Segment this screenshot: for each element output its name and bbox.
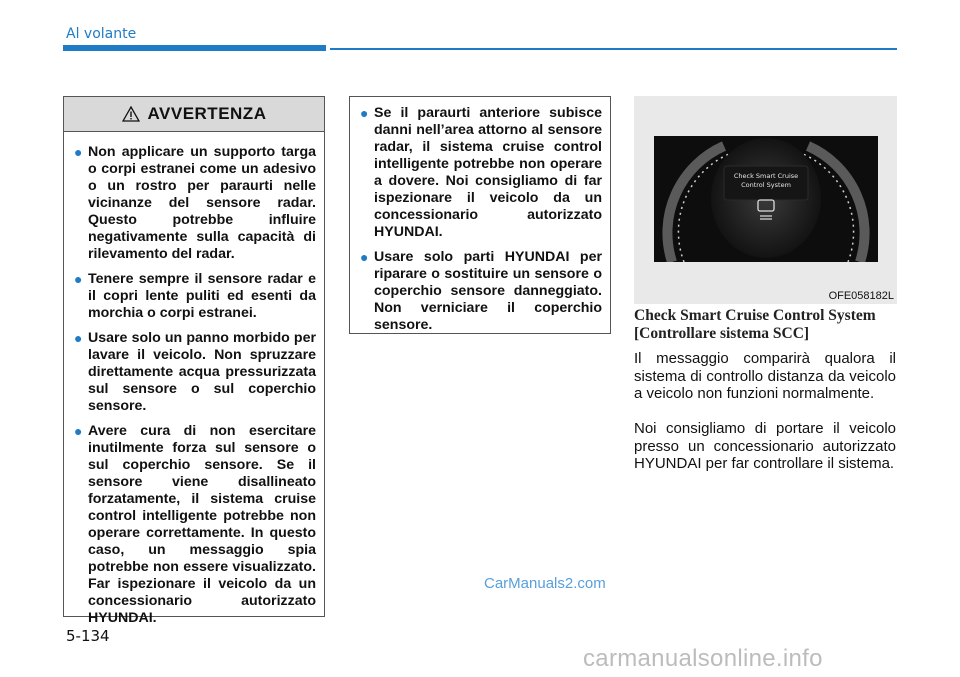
message-title-line1: Check Smart Cruise Control System bbox=[634, 307, 876, 324]
warning-item: ● Non applicare un supporto targa o corpi estranei come un adesivo o un rostro per paraurti nelle vicinanze del sensore radar. Questo potrebbe influire negativamente sulla capacità di rilevamento del radar. bbox=[74, 144, 316, 262]
watermark-carmanualsonline: carmanualsonline.info bbox=[583, 645, 823, 672]
warning-item: ● Se il paraurti anteriore subisce danni nell’area attorno al sensore radar, il sistema cruise control intelligente potrebbe non operare a dovere. Noi consigliamo di far ispezionare il veicolo da un concessionario autorizzato HYUNDAI. bbox=[360, 105, 602, 240]
bullet-icon: ● bbox=[74, 271, 83, 287]
display-text-line2: Control System bbox=[741, 181, 791, 189]
message-paragraph-2: Noi consigliamo di portare il veicolo presso un concessionario autorizzato HYUNDAI per far controllare il sistema. bbox=[634, 420, 896, 472]
section-title: Al volante bbox=[66, 26, 137, 42]
message-title bbox=[634, 307, 899, 343]
warning-item: ● Usare solo parti HYUNDAI per riparare o sostituire un sensore o coperchio sensore danneggiato. Non verniciare il coperchio sensore. bbox=[360, 249, 602, 333]
warning-item: ● Tenere sempre il sensore radar e il copri lente puliti ed esenti da morchia o corpi estranei. bbox=[74, 271, 316, 321]
message-paragraph-1: Il messaggio comparirà qualora il sistema di controllo distanza da veicolo a veicolo non funzioni normalmente. bbox=[634, 350, 896, 402]
cluster-figure bbox=[634, 96, 897, 304]
warning-list-continued bbox=[350, 97, 610, 334]
bullet-icon: ● bbox=[74, 423, 83, 439]
header-rule-thin bbox=[330, 48, 897, 50]
warning-box bbox=[63, 96, 325, 626]
warning-item: ● Usare solo un panno morbido per lavare il veicolo. Non spruzzare direttamente acqua pressurizzata sul sensore o sul coperchio sensore. bbox=[74, 330, 316, 414]
watermark-carmanuals: CarManuals2.com bbox=[484, 575, 606, 592]
bullet-icon: ● bbox=[74, 144, 83, 160]
header-rule-thick bbox=[63, 45, 326, 51]
instrument-cluster-illustration bbox=[654, 136, 878, 262]
warning-triangle-icon bbox=[122, 106, 140, 122]
warning-box-continued bbox=[349, 96, 611, 334]
warning-header bbox=[64, 97, 324, 132]
bullet-icon: ● bbox=[74, 330, 83, 346]
figure-code: OFE058182L bbox=[828, 290, 894, 302]
warning-title: AVVERTENZA bbox=[147, 104, 267, 123]
display-text-line1: Check Smart Cruise bbox=[733, 172, 799, 180]
bullet-icon: ● bbox=[360, 249, 369, 265]
page-number: 5-134 bbox=[66, 627, 110, 645]
warning-item: ● Avere cura di non esercitare inutilmente forza sul sensore o sul coperchio sensore. Se il sensore viene disallineato forzatamente, il sistema cruise control intelligente potrebbe non operare correttamente. In questo caso, un messaggio spia potrebbe non essere visualizzato. Far ispezionare il veicolo da un concessionario autorizzato HYUNDAI. bbox=[74, 423, 316, 626]
warning-list bbox=[64, 132, 324, 627]
bullet-icon: ● bbox=[360, 105, 369, 121]
message-title-line2: [Controllare sistema SCC] bbox=[634, 325, 810, 342]
